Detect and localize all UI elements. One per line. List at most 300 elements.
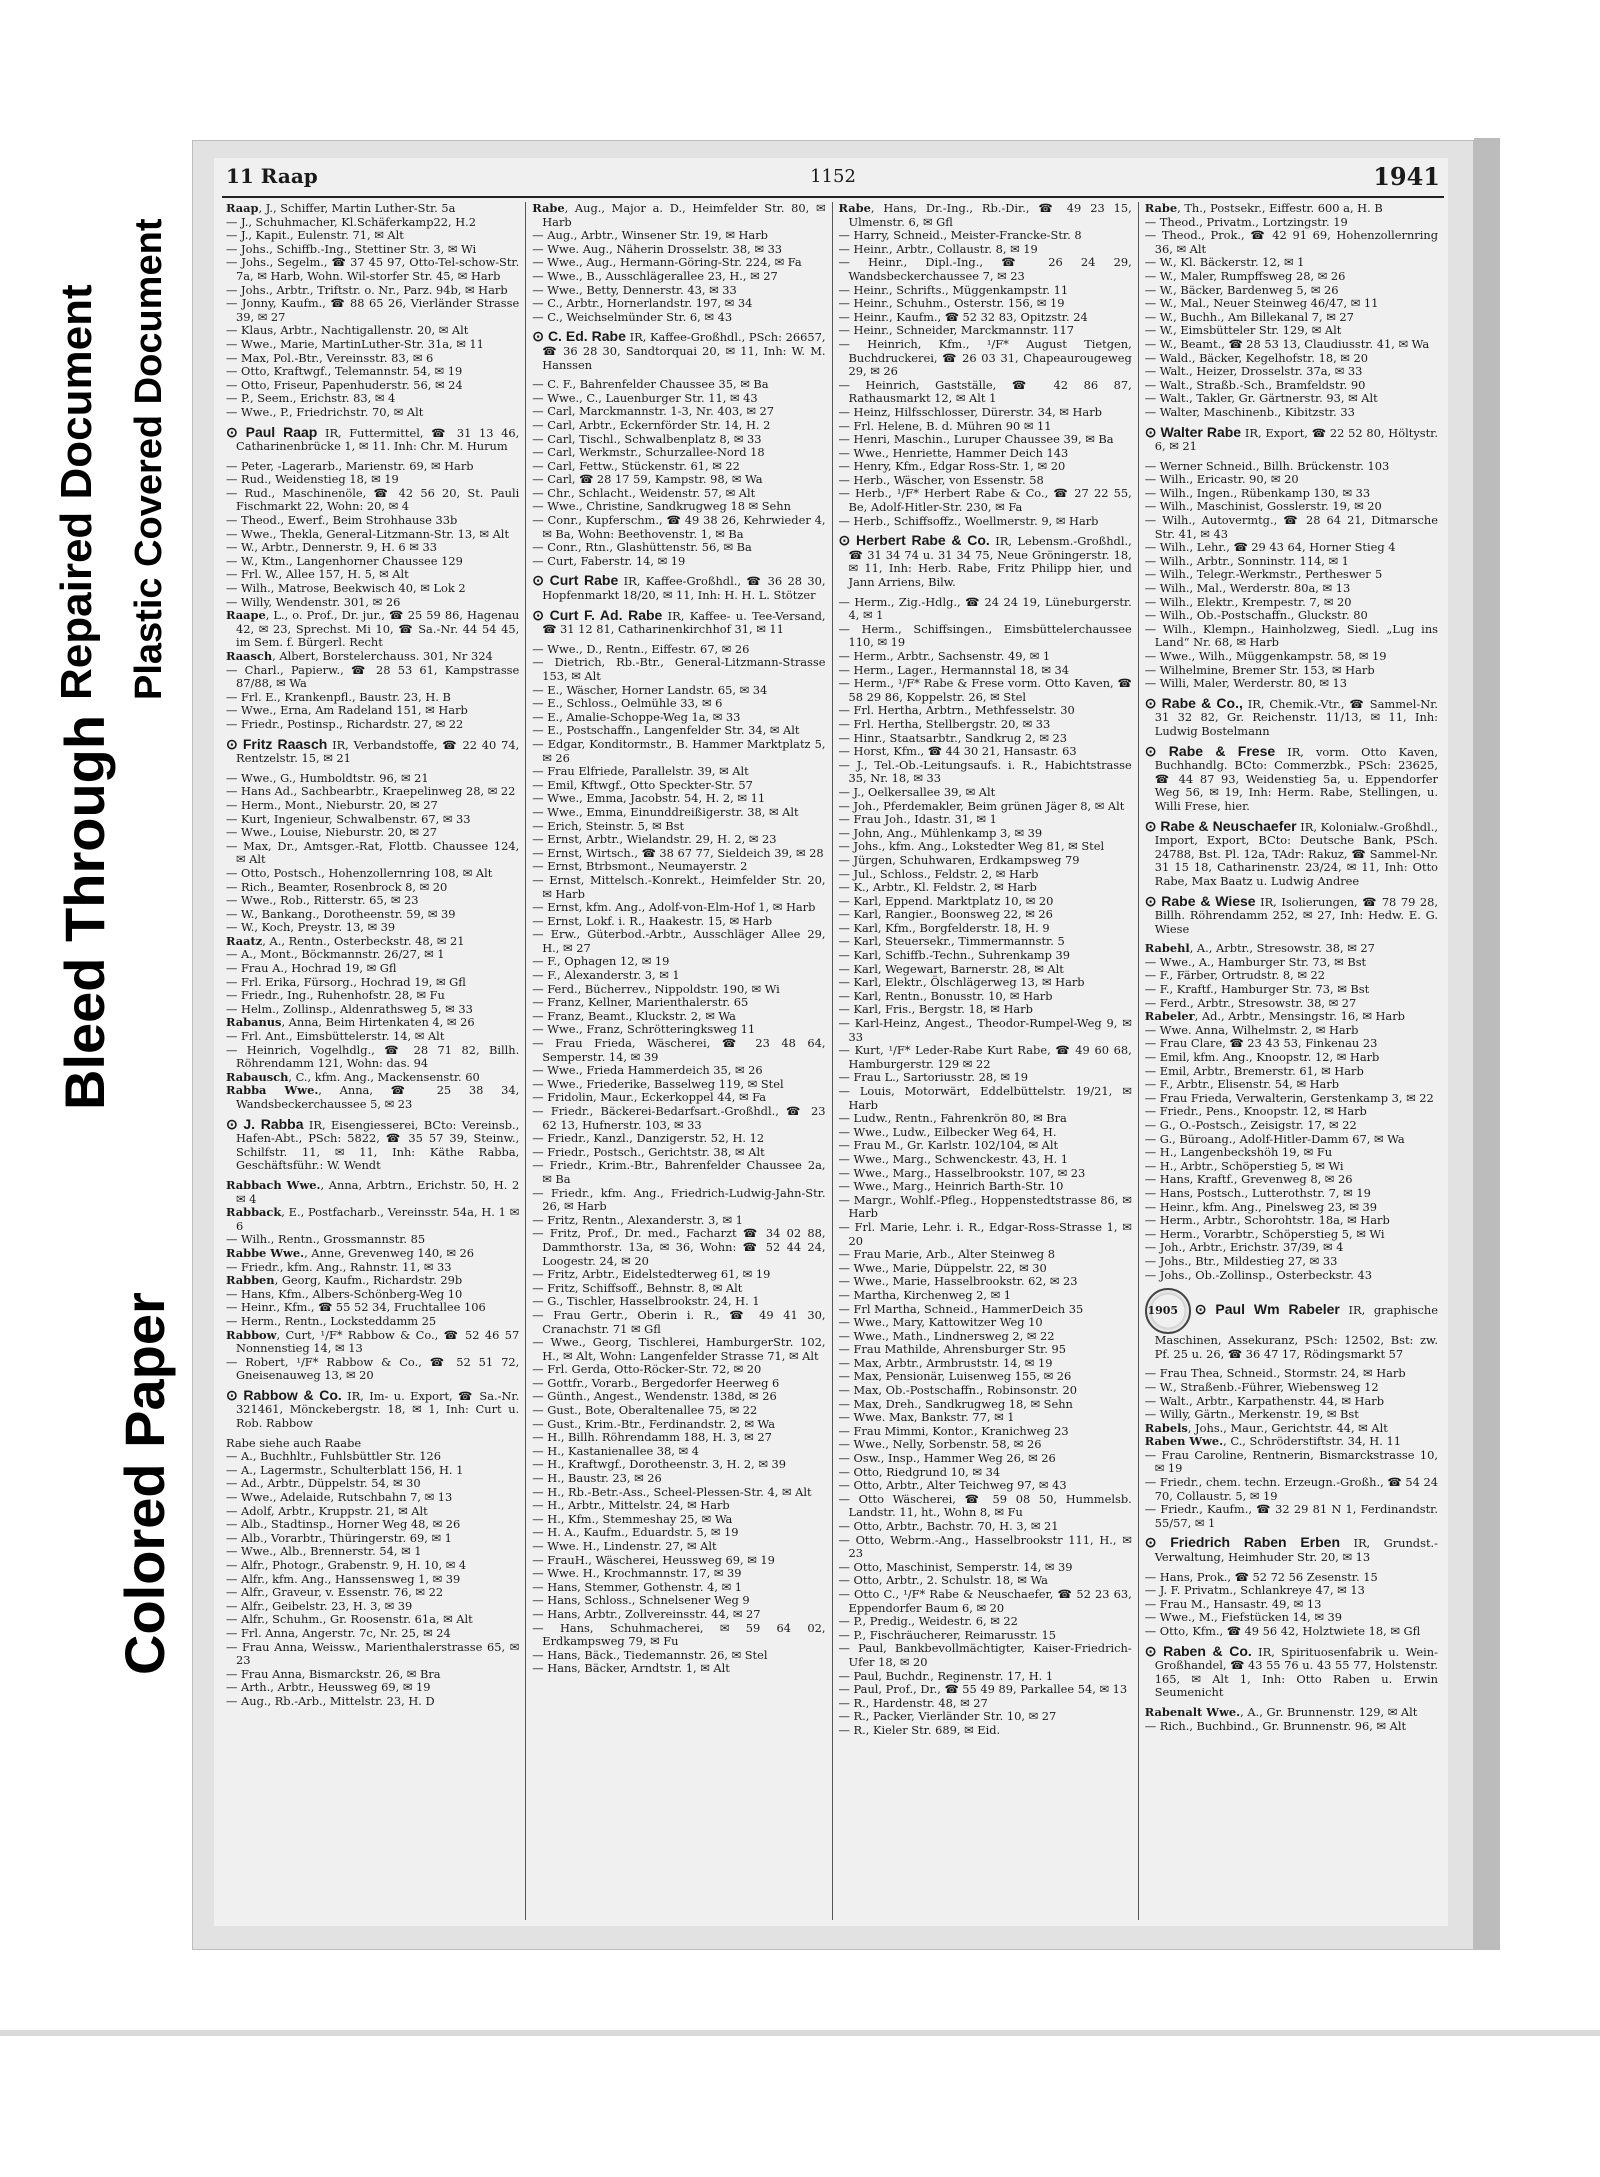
- directory-entry: — H., Baustr. 23, ✉ 26: [532, 1471, 662, 1486]
- directory-entry: — Peter, -Lagerarb., Marienstr. 69, ✉ Harb: [226, 458, 474, 473]
- directory-entry: — FrauH., Wäscherei, Heussweg 69, ✉ 19: [532, 1552, 775, 1567]
- directory-entry: — Alb., Vorarbtr., Thüringerstr. 69, ✉ 1: [226, 1530, 452, 1545]
- directory-entry: — Wwe., Mary, Kattowitzer Weg 10: [838, 1315, 1043, 1330]
- directory-entry: — Willy, Gärtn., Merkenstr. 19, ✉ Bst: [1144, 1407, 1359, 1422]
- directory-entry: — P., Fischräucherer, Reimarusstr. 15: [838, 1627, 1057, 1642]
- directory-entry: — H., Kastanienallee 38, ✉ 4: [532, 1443, 699, 1458]
- directory-entry: — F., Alexanderstr. 3, ✉ 1: [532, 968, 680, 983]
- directory-entry: — Hans, Bäck., Tiedemannstr. 26, ✉ Stel: [532, 1647, 768, 1662]
- directory-entry: — Otto Wäscherei, ☎ 59 08 50, Hummelsb. Landstr. 11, ht., Wohn 8, ✉ Fu: [838, 1491, 1132, 1520]
- directory-entry: Rabausch, C., kfm. Ang., Mackensenstr. 60: [226, 1069, 480, 1084]
- directory-entry: — Heinr., Schuhm., Osterstr. 156, ✉ 19: [838, 296, 1065, 311]
- directory-entry: — W., Straßenb.-Führer, Wiebensweg 12: [1144, 1379, 1379, 1394]
- directory-entry: — Rich., Buchbind., Gr. Brunnenstr. 96, ✉ Alt: [1144, 1718, 1407, 1733]
- scan-bottom-edge: [0, 2030, 1600, 2036]
- directory-entry: — Wwe., Marie, MartinLuther-Str. 31a, ✉ 11: [226, 336, 484, 351]
- directory-entry: — G., O.-Postsch., Zeisigstr. 17, ✉ 22: [1144, 1118, 1357, 1132]
- directory-entry: — Wwe., Henriette, Hammer Deich 143: [838, 445, 1069, 460]
- directory-entry: — Heinr., Schrifts., Müggenkampstr. 11: [838, 282, 1069, 297]
- directory-entry: — F., Arbtr., Elisenstr. 54, ✉ Harb: [1144, 1077, 1340, 1092]
- directory-entry: — Günth., Angest., Wendenstr. 138d, ✉ 26: [532, 1389, 777, 1404]
- directory-entry: — Franz, Beamt., Kluckstr. 2, ✉ Wa: [532, 1008, 736, 1023]
- directory-entry: — Robert, ¹/F* Rabbow & Co., ☎ 52 51 72, Gneisenauweg 13, ✉ 20: [226, 1354, 520, 1383]
- column-2: [526, 202, 832, 1920]
- directory-entry: — J., Kapit., Eulenstr. 71, ✉ Alt: [226, 228, 404, 243]
- directory-entry: — Carl, Fettw., Stückenstr. 61, ✉ 22: [532, 458, 740, 473]
- directory-entry: — Wwe., Frieda Hammerdeich 35, ✉ 26: [532, 1063, 763, 1078]
- directory-entry: — Heinr., Kaufm., ☎ 52 32 83, Opitzstr. 24: [838, 309, 1088, 324]
- firm-name: ⊙ Paul Raap: [226, 423, 318, 440]
- directory-entry: — Erich, Steinstr. 5, ✉ Bst: [532, 818, 685, 833]
- directory-entry: — Joh., Pferdemakler, Beim grünen Jäger 8, ✉ Alt: [838, 798, 1125, 813]
- page-number: 1152: [810, 166, 856, 187]
- directory-entry: — Herm., ¹/F* Rabe & Frese vorm. Otto Kaven, ☎ 58 29 86, Koppelstr. 26, ✉ Stel: [838, 676, 1132, 704]
- directory-entry: — Herb., ¹/F* Herbert Rabe & Co., ☎ 27 22 55, Be, Adolf-Hitler-Str. 230, ✉ Fa: [838, 486, 1132, 515]
- directory-entry: — Heinr., Schneider, Marckmannstr. 117: [838, 323, 1074, 338]
- surname: Raap: [226, 202, 259, 215]
- directory-entry: — Chr., Schlacht., Weidenstr. 57, ✉ Alt: [532, 485, 756, 500]
- directory-entry: — Wwe., Christine, Sandkrugweg 18 ✉ Sehn: [532, 499, 791, 514]
- directory-firm-entry: ⊙ Walter Rabe IR, Export, ☎ 22 52 80, Höltystr. 6, ✉ 21: [1144, 423, 1438, 454]
- directory-entry: — Wwe., Marg., Heinrich Barth-Str. 10: [838, 1179, 1064, 1194]
- directory-entry: — C., Weichselmünder Str. 6, ✉ 43: [532, 309, 733, 324]
- directory-entry: — Frau Mathilde, Ahrensburger Str. 95: [838, 1342, 1066, 1357]
- directory-entry: — Gust., Bote, Oberaltenallee 75, ✉ 22: [532, 1403, 758, 1418]
- directory-entry: — Wwe., Emma, Einunddreißigerstr. 38, ✉ Alt: [532, 804, 799, 819]
- surname: Rabbach Wwe.: [226, 1177, 321, 1192]
- directory-entry: — Adolf, Arbtr., Kruppstr. 21, ✉ Alt: [226, 1503, 428, 1518]
- directory-entry: — Carl, Arbtr., Eckernförder Str. 14, H. 2: [532, 417, 771, 432]
- firm-name: ⊙ Rabe & Neuschaefer: [1144, 817, 1297, 834]
- directory-entry: — Herm., Arbtr., Schorohtstr. 18a, ✉ Harb: [1144, 1213, 1390, 1228]
- directory-entry: — H., Kfm., Stemmeshay 25, ✉ Wa: [532, 1511, 733, 1526]
- directory-entry: — Hans, Kfm., Albers-Schönberg-Weg 10: [226, 1286, 463, 1301]
- directory-entry: — Klaus, Arbtr., Nachtigallenstr. 20, ✉ Alt: [226, 323, 469, 338]
- directory-entry: — Conr., Rtn., Glashüttenstr. 56, ✉ Ba: [532, 540, 752, 555]
- directory-entry: — Wwe., C., Lauenburger Str. 11, ✉ 43: [532, 390, 758, 405]
- directory-entry: Raape, L., o. Prof., Dr. jur., ☎ 25 59 86, Hagenau 42, ✉ 23, Sprechst. Mi 10, ☎ Sa.-Nr. 44 54 45, im Sem. f. Bürgerl. Recht: [226, 608, 520, 650]
- directory-entry: — E., Postschaffn., Langenfelder Str. 34, ✉ Alt: [532, 723, 800, 738]
- directory-entry: — Otto, Arbtr., 2. Schulstr. 18, ✉ Wa: [838, 1573, 1048, 1588]
- directory-entry: — Werner Schneid., Billh. Brückenstr. 103: [1144, 458, 1390, 473]
- directory-entry: — Karl-Heinz, Angest., Theodor-Rumpel-Weg 9, ✉ 33: [838, 1016, 1132, 1044]
- directory-entry: — Wilh., Autovermtg., ☎ 28 64 21, Ditmarsche Str. 41, ✉ 43: [1144, 513, 1438, 541]
- directory-entry: — Herm., Schiffsingen., Eimsbüttelerchaussee 110, ✉ 19: [838, 621, 1132, 650]
- label-repaired-document: Repaired Document: [52, 284, 101, 700]
- directory-entry: — Ernst, Wirtsch., ☎ 38 67 77, Sieldeich 39, ✉ 28: [532, 845, 824, 860]
- directory-entry: — Fritz, Rentn., Alexanderstr. 3, ✉ 1: [532, 1212, 743, 1227]
- directory-entry: — H. A., Kaufm., Eduardstr. 5, ✉ 19: [532, 1525, 739, 1540]
- directory-entry: — Edgar, Konditormstr., B. Hammer Marktplatz 5, ✉ 26: [532, 736, 826, 765]
- directory-entry: — F., Kraftf., Hamburger Str. 73, ✉ Bst: [1144, 982, 1370, 997]
- directory-entry: — Carl, Werkmstr., Schurzallee-Nord 18: [532, 445, 765, 460]
- directory-entry: — W., Kl. Bäckerstr. 12, ✉ 1: [1144, 255, 1305, 270]
- column-1: [220, 202, 526, 1920]
- label-bleed-through: Bleed Through: [53, 714, 116, 1110]
- surname: Raape: [226, 608, 266, 623]
- directory-entry: — Walter, Maschinenb., Kibitzstr. 33: [1144, 404, 1355, 419]
- directory-entry: — Herm., Lager., Hermannstal 18, ✉ 34: [838, 662, 1069, 677]
- directory-entry: Rabels, Johs., Maur., Gerichtstr. 44, ✉ Alt: [1144, 1420, 1388, 1435]
- directory-entry: — Wwe., Aug., Hermann-Göring-Str. 224, ✉ Fa: [532, 255, 802, 270]
- scan-edge-strip: [1474, 138, 1500, 1950]
- directory-entry: — Willi, Maler, Werderstr. 80, ✉ 13: [1144, 676, 1348, 691]
- directory-entry: — Wilh., Klempn., Hainholzweg, Siedl. „Lug ins Land“ Nr. 68, ✉ Harb: [1144, 621, 1438, 650]
- directory-entry: — Wwe. H., Lindenstr. 27, ✉ Alt: [532, 1539, 717, 1553]
- surname: Raben Wwe.: [1144, 1434, 1224, 1449]
- directory-entry: — W., Mal., Neuer Steinweg 46/47, ✉ 11: [1144, 296, 1379, 311]
- directory-entry: — Wwe. Max, Bankstr. 77, ✉ 1: [838, 1410, 1015, 1425]
- directory-entry: — Max, Arbtr., Armbruststr. 14, ✉ 19: [838, 1355, 1053, 1370]
- directory-entry: — Charl., Papierw., ☎ 28 53 61, Kampstrasse 87/88, ✉ Wa: [226, 662, 520, 691]
- directory-entry: Raben Wwe., C., Schröderstiftstr. 34, H. 11: [1144, 1434, 1401, 1449]
- directory-entry: — Frl. Helene, B. d. Mühren 90 ✉ 11: [838, 418, 1052, 433]
- directory-entry: — Otto, Webrm.-Ang., Hasselbrookstr 111, H., ✉ 23: [838, 1532, 1132, 1561]
- firm-name: ⊙ Rabbow & Co.: [226, 1386, 342, 1403]
- directory-entry: — G., Büroang., Adolf-Hitler-Damm 67, ✉ Wa: [1144, 1131, 1405, 1146]
- directory-entry: — Aug., Arbtr., Winsener Str. 19, ✉ Harb: [532, 228, 768, 243]
- directory-entry: — Ad., Arbtr., Düppelstr. 54, ✉ 30: [226, 1476, 421, 1491]
- directory-entry: — Max, Ob.-Postschaffn., Robinsonstr. 20: [838, 1383, 1077, 1398]
- directory-entry: — Karl, Schiffb.-Techn., Suhrenkamp 39: [838, 948, 1071, 963]
- directory-entry: — Otto, Kfm., ☎ 49 56 42, Holztwiete 18, ✉ Gfl: [1144, 1624, 1421, 1638]
- directory-entry: — Karl, Steuersekr., Timmermannstr. 5: [838, 934, 1065, 949]
- directory-entry: — Heinz, Hilfsschlosser, Dürerstr. 34, ✉ Harb: [838, 404, 1102, 419]
- directory-entry: — Friedr., Ing., Ruhenhofstr. 28, ✉ Fu: [226, 988, 445, 1003]
- directory-entry: — A., Mont., Böckmannstr. 26/27, ✉ 1: [226, 947, 445, 962]
- directory-entry: — Max, Dreh., Sandkrugweg 18, ✉ Sehn: [838, 1396, 1073, 1411]
- directory-entry: — Rich., Beamter, Rosenbrock 8, ✉ 20: [226, 879, 448, 894]
- directory-entry: — Carl, Tischl., Schwalbenplatz 8, ✉ 33: [532, 431, 762, 446]
- directory-entry: — Wwe., D., Rentn., Eiffestr. 67, ✉ 26: [532, 641, 750, 656]
- directory-entry: — Louis, Motorwärt, Eddelbüttelstr. 19/21, ✉ Harb: [838, 1084, 1132, 1112]
- directory-entry: — Wwe., Erna, Am Radeland 151, ✉ Harb: [226, 703, 468, 718]
- directory-firm-entry: ⊙ Paul Raap IR, Futtermittel, ☎ 31 13 46, Catharinenbrücke 1, ✉ 11. Inh: Chr. M. Hurum: [226, 423, 520, 454]
- directory-entry: — Wwe. Anna, Wilhelmstr. 2, ✉ Harb: [1144, 1022, 1359, 1037]
- directory-entry: — Wwe., Marg., Schwenckestr. 43, H. 1: [838, 1151, 1069, 1166]
- directory-entry: — R., Kieler Str. 689, ✉ Eid.: [838, 1722, 1001, 1737]
- directory-entry: — Max, Dr., Amtsger.-Rat, Flottb. Chaussee 124, ✉ Alt: [226, 838, 520, 867]
- firm-name: ⊙ Rabe & Frese: [1144, 742, 1276, 759]
- directory-entry: — W., Bäcker, Bardenweg 5, ✉ 26: [1144, 282, 1339, 297]
- directory-entry: — Dietrich, Rb.-Btr., General-Litzmann-Strasse 153, ✉ Alt: [532, 655, 826, 683]
- directory-entry: — Wwe., Wilh., Müggenkampstr. 58, ✉ 19: [1144, 649, 1387, 663]
- directory-entry: — Wilh., Lehr., ☎ 29 43 64, Horner Stieg 4: [1144, 540, 1396, 555]
- directory-entry: — Wilh., Ericastr. 90, ✉ 20: [1144, 472, 1299, 487]
- directory-entry: — Heinrich, Kfm., ¹/F* August Tietgen, Buchdruckerei, ☎ 26 03 31, Chapeaurougeweg 29, ✉ 26: [838, 336, 1132, 379]
- surname: Rabba Wwe.: [226, 1083, 319, 1098]
- directory-entry: — Otto, Kraftwgf., Telemannstr. 54, ✉ 19: [226, 364, 463, 379]
- directory-entry: — W., Beamt., ☎ 28 53 13, Claudiusstr. 41, ✉ Wa: [1144, 336, 1430, 351]
- directory-entry: — Wwe., A., Hamburger Str. 73, ✉ Bst: [1144, 954, 1367, 969]
- directory-entry: — Otto, Arbtr., Bachstr. 70, H. 3, ✉ 21: [838, 1519, 1059, 1533]
- directory-entry: — Alfr., Photogr., Grabenstr. 9, H. 10, ✉ 4: [226, 1558, 467, 1572]
- directory-entry: — Theod., Privatm., Lortzingstr. 19: [1144, 214, 1348, 229]
- directory-entry: — Alfr., Graveur, v. Essenstr. 76, ✉ 22: [226, 1585, 444, 1600]
- directory-entry: — Frl. W., Allee 157, H. 5, ✉ Alt: [226, 567, 409, 582]
- directory-entry: — Emil, Arbtr., Bremerstr. 61, ✉ Harb: [1144, 1063, 1364, 1078]
- directory-entry: Rabback, E., Postfacharb., Vereinsstr. 54a, H. 1 ✉ 6: [226, 1205, 520, 1233]
- directory-entry: Rabba Wwe., Anna, ☎ 25 38 34, Wandsbeckerchaussee 5, ✉ 23: [226, 1083, 520, 1111]
- directory-entry: — Karl, Rangier., Boonsweg 22, ✉ 26: [838, 907, 1053, 922]
- directory-entry: — Emil, Kftwgf., Otto Speckter-Str. 57: [532, 777, 753, 792]
- directory-entry: — Wwe., Alb., Brennerstr. 54, ✉ 1: [226, 1544, 422, 1559]
- directory-entry: — Friedr., kfm. Ang., Friedrich-Ludwig-Jahn-Str. 26, ✉ Harb: [532, 1185, 826, 1214]
- directory-entry: Rabe, Hans, Dr.-Ing., Rb.-Dir., ☎ 49 23 15, Ulmenstr. 6, ✉ Gfl: [838, 202, 1132, 229]
- directory-entry: — Alfr., Schuhm., Gr. Roosenstr. 61a, ✉ Alt: [226, 1612, 473, 1627]
- directory-entry: Rabanus, Anna, Beim Hirtenkaten 4, ✉ 26: [226, 1015, 475, 1030]
- directory-entry: — Gust., Krim.-Btr., Ferdinandstr. 2, ✉ Wa: [532, 1416, 776, 1431]
- directory-entry: Rabeler, Ad., Arbtr., Mensingstr. 16, ✉ Harb: [1144, 1009, 1405, 1024]
- directory-entry: — Heinr., Arbtr., Collaustr. 8, ✉ 19: [838, 241, 1038, 256]
- directory-entry: — R., Hardenstr. 48, ✉ 27: [838, 1695, 988, 1710]
- directory-entry: — Frl. E., Krankenpfl., Baustr. 23, H. B: [226, 689, 451, 704]
- firm-name: ⊙ Rabe & Co.,: [1144, 694, 1243, 711]
- directory-entry: — H., Langenbeckshöh 19, ✉ Fu: [1144, 1145, 1333, 1160]
- directory-entry: — Emil, kfm. Ang., Knoopstr. 12, ✉ Harb: [1144, 1050, 1380, 1065]
- directory-entry: — Herm., Mont., Nieburstr. 20, ✉ 27: [226, 797, 438, 812]
- directory-entry: — Curt, Faberstr. 14, ✉ 19: [532, 553, 686, 568]
- directory-entry: — Karl, Eppend. Marktplatz 10, ✉ 20: [838, 893, 1054, 908]
- directory-entry: — Henri, Maschin., Luruper Chaussee 39, ✉ Ba: [838, 432, 1114, 447]
- page-content: [214, 158, 1448, 1926]
- directory-entry: — Fritz, Schiffsoff., Behnstr. 8, ✉ Alt: [532, 1280, 743, 1295]
- directory-entry: — Otto, Postsch., Hohenzollernring 108, ✉ Alt: [226, 865, 493, 880]
- directory-entry: — Johs., Arbtr., Triftstr. o. Nr., Parz. 94b, ✉ Harb: [226, 282, 508, 297]
- directory-entry: — Henry, Kfm., Edgar Ross-Str. 1, ✉ 20: [838, 459, 1066, 474]
- directory-entry: Rabe siehe auch Raabe: [226, 1435, 362, 1450]
- directory-entry: — Wilh., Ob.-Postschaffn., Gluckstr. 80: [1144, 608, 1368, 623]
- firm-name: ⊙ Raben & Co.: [1144, 1642, 1252, 1659]
- directory-entry: — Wwe. Aug., Näherin Drosselstr. 38, ✉ 33: [532, 241, 783, 256]
- directory-entry: — H., Arbtr., Schöperstieg 5, ✉ Wi: [1144, 1158, 1344, 1173]
- directory-entry: — Frau Clare, ☎ 23 43 53, Finkenau 23: [1144, 1036, 1378, 1051]
- directory-entry: — Alfr., Geibelstr. 23, H. 3, ✉ 39: [226, 1598, 413, 1613]
- anniversary-stamp: 1905: [1145, 1288, 1191, 1334]
- surname: Rabehl: [1144, 941, 1190, 956]
- directory-entry: — Johs., Schiffb.-Ing., Stettiner Str. 3, ✉ Wi: [226, 241, 477, 256]
- directory-entry: — Wwe. H., Krochmannstr. 17, ✉ 39: [532, 1566, 742, 1581]
- directory-entry: — Wwe., Emma, Jacobstr. 54, H. 2, ✉ 11: [532, 791, 766, 806]
- column-4: [1139, 202, 1444, 1920]
- directory-entry: — Friedr., Kaufm., ☎ 32 29 81 N 1, Ferdinandstr. 55/57, ✉ 1: [1144, 1502, 1438, 1530]
- directory-entry: — John, Ang., Mühlenkamp 3, ✉ 39: [838, 825, 1043, 840]
- directory-entry: — J., Schuhmacher, Kl.Schäferkamp22, H.2: [226, 214, 477, 229]
- directory-firm-entry: 1905 ⊙ Paul Wm Rabeler IR, graphische Maschinen, Assekuranz, PSch: 12502, Bst: zw. Pf. 25 u. 26, ☎ 36 47 17, Rödingsmarkt 57: [1145, 1288, 1438, 1361]
- directory-entry: — Karl, Kfm., Borgfelderstr. 18, H. 9: [838, 920, 1050, 935]
- directory-entry: — Frau Marie, Arb., Alter Steinweg 8: [838, 1247, 1055, 1262]
- firm-name: ⊙ Walter Rabe: [1144, 423, 1242, 440]
- directory-entry: — Hans, Prok., ☎ 52 72 56 Zesenstr. 15: [1144, 1569, 1378, 1584]
- surname: Rabe: [532, 202, 565, 215]
- firm-name: ⊙ Rabe & Wiese: [1144, 892, 1256, 909]
- directory-entry: — W., Ktm., Langenhorner Chaussee 129: [226, 553, 463, 568]
- surname: Rabausch: [226, 1069, 289, 1084]
- directory-entry: — F., Ophagen 12, ✉ 19: [532, 954, 670, 969]
- directory-entry: — Hans, Schuhmacherei, ✉ 59 64 02, Erdkampsweg 79, ✉ Fu: [532, 1620, 826, 1649]
- directory-entry: — Heinr., Kfm., ☎ 55 52 34, Fruchtallee 106: [226, 1300, 486, 1315]
- directory-firm-entry: ⊙ Curt F. Ad. Rabe IR, Kaffee- u. Tee-Versand, ☎ 31 12 81, Catharinenkirchhof 31, ✉ 11: [532, 606, 826, 637]
- directory-entry: — H., Billh. Röhrendamm 188, H. 3, ✉ 27: [532, 1430, 772, 1445]
- directory-entry: — Wald., Bäcker, Kegelhofstr. 18, ✉ 20: [1144, 350, 1368, 365]
- directory-entry: — Hans, Arbtr., Zollvereinsstr. 44, ✉ 27: [532, 1606, 761, 1621]
- directory-entry: — Wwe., Thekla, General-Litzmann-Str. 13, ✉ Alt: [226, 526, 510, 541]
- directory-entry: — Wwe., Marie, Hasselbrookstr. 62, ✉ 23: [838, 1274, 1078, 1289]
- directory-entry: — Max, Pol.-Btr., Vereinsstr. 83, ✉ 6: [226, 350, 434, 365]
- directory-entry: — Wwe., Adelaide, Rutschbahn 7, ✉ 13: [226, 1490, 453, 1505]
- surname: Rabenalt Wwe.: [1144, 1704, 1241, 1719]
- directory-entry: — Hinr., Staatsarbtr., Sandkrug 2, ✉ 23: [838, 730, 1067, 745]
- directory-entry: — Wwe., G., Humboldtstr. 96, ✉ 21: [226, 770, 429, 785]
- directory-entry: — Friedr., Bäckerei-Bedarfsart.-Großhdl., ☎ 23 62 13, Hufnerstr. 103, ✉ 33: [532, 1104, 826, 1132]
- directory-entry: — C., Arbtr., Hornerlandstr. 197, ✉ 34: [532, 296, 753, 311]
- directory-entry: — Walt., Arbtr., Karpathenstr. 44, ✉ Harb: [1144, 1393, 1384, 1408]
- directory-entry: — Kurt, Ingenieur, Schwalbenstr. 67, ✉ 33: [226, 811, 471, 826]
- directory-entry: — Frau L., Sartoriusstr. 28, ✉ 19: [838, 1070, 1029, 1085]
- directory-entry: — Frau Anna, Bismarckstr. 26, ✉ Bra: [226, 1666, 441, 1681]
- directory-entry: — Gottfr., Vorarb., Bergedorfer Heerweg 6: [532, 1375, 780, 1390]
- directory-entry: — Karl, Elektr., Ölschlägerweg 13, ✉ Harb: [838, 975, 1085, 990]
- directory-entry: — Heinrich, Gastställe, ☎ 42 86 87, Rathausmarkt 12, ✉ Alt 1: [838, 377, 1132, 406]
- surname: Raatz: [226, 933, 263, 948]
- directory-entry: — Hans, Bäcker, Arndtstr. 1, ✉ Alt: [532, 1661, 730, 1676]
- directory-entry: — Herm., Zig.-Hdlg., ☎ 24 24 19, Lüneburgerstr. 4, ✉ 1: [838, 594, 1132, 623]
- directory-entry: — A., Buchhltr., Fuhlsbüttler Str. 126: [226, 1449, 441, 1464]
- directory-entry: — Friedr., Postinsp., Richardstr. 27, ✉ 22: [226, 716, 464, 731]
- directory-entry: — J., Oelkersallee 39, ✉ Alt: [838, 784, 996, 799]
- scanned-page: [192, 140, 1474, 1950]
- directory-entry: — Jul., Schloss., Feldstr. 2, ✉ Harb: [838, 866, 1039, 881]
- directory-columns: [220, 202, 1444, 1920]
- label-colored-paper: Colored Paper: [113, 1292, 176, 1675]
- directory-entry: — Wilh., Rentn., Grossmannstr. 85: [226, 1232, 426, 1247]
- directory-entry: — Herm., Arbtr., Sachsenstr. 49, ✉ 1: [838, 649, 1051, 663]
- directory-entry: — Frau Thea, Schneid., Stormstr. 24, ✉ Harb: [1144, 1366, 1406, 1381]
- directory-entry: — Herm., Vorarbtr., Schöperstieg 5, ✉ Wi: [1144, 1226, 1385, 1241]
- directory-entry: — Frau Joh., Idastr. 31, ✉ 1: [838, 812, 997, 827]
- directory-entry: — J., Tel.-Ob.-Leitungsaufs. i. R., Habichtstrasse 35, Nr. 18, ✉ 33: [838, 757, 1132, 786]
- directory-entry: — Otto, Riedgrund 10, ✉ 34: [838, 1464, 1001, 1479]
- directory-entry: — W., Buchh., Am Billekanal 7, ✉ 27: [1144, 309, 1354, 324]
- surname: Rabbe Wwe.: [226, 1245, 305, 1260]
- directory-entry: — Frau Anna, Weissw., Marienthalerstrasse 65, ✉ 23: [226, 1639, 520, 1668]
- directory-entry: — Wwe., Ludw., Eilbecker Weg 64, H.: [838, 1124, 1057, 1139]
- directory-entry: — Karl, Rentn., Bonusstr. 10, ✉ Harb: [838, 988, 1053, 1003]
- directory-entry: — Wilhelmine, Bremer Str. 153, ✉ Harb: [1144, 662, 1375, 677]
- surname: Rabanus: [226, 1015, 282, 1030]
- firm-name: ⊙ J. Rabba: [226, 1115, 304, 1132]
- directory-entry: — Herb., Schiffsoffz., Woellmerstr. 9, ✉ Harb: [838, 513, 1099, 528]
- directory-entry: — Ferd., Arbtr., Stresowstr. 38, ✉ 27: [1144, 995, 1357, 1010]
- directory-entry: — A., Lagermstr., Schulterblatt 156, H. 1: [226, 1462, 464, 1477]
- directory-entry: — Walt., Straßb.-Sch., Bramfeldstr. 90: [1144, 377, 1366, 392]
- directory-entry: — Frau Mimmi, Kontor., Kranichweg 23: [838, 1423, 1069, 1438]
- directory-entry: — J. F. Privatm., Schlankreye 47, ✉ 13: [1144, 1583, 1365, 1598]
- directory-entry: — Ludw., Rentn., Fahrenkrön 80, ✉ Bra: [838, 1111, 1067, 1126]
- directory-entry: Rabe, Th., Postsekr., Eiffestr. 600 a, H. B: [1144, 202, 1383, 215]
- label-plastic-covered-document: Plastic Covered Document: [128, 218, 170, 700]
- directory-entry: — Johs., Segelm., ☎ 37 45 97, Otto-Tel-schow-Str. 7a, ✉ Harb, Wohn. Wil-storfer Str. 45, ✉ Harb: [226, 255, 520, 283]
- directory-entry: — Friedr., Postsch., Gerichtstr. 38, ✉ Alt: [532, 1144, 765, 1159]
- directory-entry: — Wwe., Nelly, Sorbenstr. 58, ✉ 26: [838, 1437, 1042, 1452]
- directory-entry: — Wwe., Friederike, Basselweg 119, ✉ Stel: [532, 1076, 784, 1091]
- directory-entry: — Wilh., Telegr.-Werkmstr., Pertheswег 5: [1144, 567, 1383, 582]
- firm-name: ⊙ Fritz Raasch: [226, 735, 328, 752]
- directory-firm-entry: ⊙ Fritz Raasch IR, Verbandstoffe, ☎ 22 40 74, Rentzelstr. 15, ✉ 21: [226, 735, 520, 766]
- directory-entry: — Jonny, Kaufm., ☎ 88 65 26, Vierländer Strasse 39, ✉ 27: [226, 296, 520, 324]
- directory-firm-entry: ⊙ Friedrich Raben Erben IR, Grundst.-Verwaltung, Heimhuder Str. 20, ✉ 13: [1144, 1534, 1438, 1565]
- directory-entry: — E., Wäscher, Horner Landstr. 65, ✉ 34: [532, 682, 768, 697]
- directory-entry: — Rud., Maschinenöle, ☎ 42 56 20, St. Pauli Fischmarkt 22, Wohn: 20, ✉ 4: [226, 485, 520, 514]
- directory-entry: — Conr., Kupferschm., ☎ 49 38 26, Kehrwieder 4, ✉ Ba, Wohn: Beethovenstr. 1, ✉ Ba: [532, 513, 826, 541]
- directory-entry: — Arth., Arbtr., Heussweg 69, ✉ 19: [226, 1680, 431, 1695]
- directory-entry: — Carl, Marckmannstr. 1-3, Nr. 403, ✉ 27: [532, 404, 775, 419]
- directory-entry: — Wwe., B., Ausschlägerallee 23, H., ✉ 27: [532, 268, 778, 283]
- surname: Rabbow: [226, 1327, 277, 1342]
- directory-entry: — Otto, Maschinist, Semperstr. 14, ✉ 39: [838, 1559, 1073, 1574]
- directory-entry: — Walt., Takler, Gr. Gärtnerstr. 93, ✉ Alt: [1144, 391, 1378, 406]
- directory-entry: — Rud., Weidenstieg 18, ✉ 19: [226, 472, 399, 487]
- directory-entry: Rabbow, Curt, ¹/F* Rabbow & Co., ☎ 52 46 57 Nonnenstieg 14, ✉ 13: [226, 1327, 520, 1356]
- directory-firm-entry: ⊙ Rabe & Wiese IR, Isolierungen, ☎ 78 79 28, Billh. Röhrendamm 252, ✉ 27, Inh: Hedw. E. G. Wiese: [1144, 892, 1438, 936]
- directory-entry: — Walt., Heizer, Drosselstr. 37a, ✉ 33: [1144, 364, 1363, 379]
- directory-entry: — H., Kraftwgf., Dorotheenstr. 3, H. 2, ✉ 39: [532, 1457, 787, 1472]
- directory-entry: Raatz, A., Rentn., Osterbeckstr. 48, ✉ 21: [226, 933, 465, 948]
- directory-entry: — Wilh., Mal., Werderstr. 80a, ✉ 13: [1144, 581, 1351, 596]
- directory-entry: — Franz, Kellner, Marienthalerstr. 65: [532, 995, 749, 1010]
- directory-entry: — Fritz, Arbtr., Eidelstedterweg 61, ✉ 19: [532, 1267, 771, 1282]
- directory-entry: — Horst, Kfm., ☎ 44 30 21, Hansastr. 63: [838, 744, 1077, 759]
- directory-entry: — R., Packer, Vierländer Str. 10, ✉ 27: [838, 1709, 1057, 1724]
- directory-entry: Raasch, Albert, Borstelerchauss. 301, Nr 324: [226, 649, 493, 663]
- directory-entry: — E., Amalie-Schoppe-Weg 1a, ✉ 33: [532, 709, 741, 724]
- directory-entry: — Ernst, Lokf. i. R., Haakestr. 15, ✉ Harb: [532, 913, 773, 928]
- directory-firm-entry: ⊙ Rabe & Neuschaefer IR, Kolonialw.-Großhdl., Import, Export, BCto: Deutsche Bank, PSch. 24788, Bst. Pl. 12a, TAdr: Rakuz, ☎ Sammel-Nr. 31 15 18, Catharinenstr. 23/24, ✉ 11, Inh: Otto Rabe, Max Baatz u. Ludwig Andree: [1144, 817, 1438, 888]
- directory-entry: — Theod., Ewerf., Beim Strohhause 33b: [226, 513, 458, 528]
- directory-entry: — G., Tischler, Hasselbrookstr. 24, H. 1: [532, 1294, 760, 1309]
- directory-entry: — Frau M., Gr. Karlstr. 102/104, ✉ Alt: [838, 1138, 1059, 1153]
- directory-entry: — Aug., Rb.-Arb., Mittelstr. 23, H. D: [226, 1693, 435, 1708]
- directory-entry: Rabbe Wwe., Anne, Grevenweg 140, ✉ 26: [226, 1245, 475, 1260]
- directory-entry: — Ernst, Btrbsmont., Neumayerstr. 2: [532, 859, 748, 874]
- firm-name: ⊙ C. Ed. Rabe: [532, 328, 626, 345]
- directory-entry: — Harry, Schneid., Meister-Francke-Str. 8: [838, 228, 1082, 243]
- directory-entry: — Otto C., ¹/F* Rabe & Neuschaefer, ☎ 52 23 63, Eppendorfer Baum 6, ✉ 20: [838, 1586, 1132, 1615]
- directory-entry: — Kurt, ¹/F* Leder-Rabe Kurt Rabe, ☎ 49 60 68, Hamburgerstr. 129 ✉ 22: [838, 1043, 1132, 1071]
- directory-entry: — Wilh., Matrose, Beekwisch 40, ✉ Lok 2: [226, 581, 466, 596]
- directory-entry: — Frl Martha, Schneid., HammerDeich 35: [838, 1301, 1084, 1316]
- directory-entry: — Frl. Ant., Eimsbüttelerstr. 14, ✉ Alt: [226, 1029, 445, 1044]
- directory-entry: — H., Rb.-Betr.-Ass., Scheel-Plessen-Str. 4, ✉ Alt: [532, 1484, 812, 1499]
- directory-entry: — P., Predig., Weidestr. 6, ✉ 22: [838, 1614, 1018, 1629]
- directory-entry: — W., Koch, Preystr. 13, ✉ 39: [226, 920, 396, 935]
- directory-entry: — Frau M., Hansastr. 49, ✉ 13: [1144, 1596, 1322, 1611]
- directory-entry: — Karl, Fris., Bergstr. 18, ✉ Harb: [838, 1002, 1033, 1017]
- directory-entry: Rabben, Georg, Kaufm., Richardstr. 29b: [226, 1273, 463, 1288]
- directory-entry: — Erw., Güterbod.-Arbtr., Ausschläger Allee 29, H., ✉ 27: [532, 927, 826, 955]
- directory-entry: — Otto, Arbtr., Alter Teichweg 97, ✉ 43: [838, 1478, 1067, 1493]
- column-3: [833, 202, 1139, 1920]
- directory-entry: — Karl, Wegewart, Barnerstr. 28, ✉ Alt: [838, 961, 1064, 976]
- directory-entry: — Wilh., Maschinist, Gosslerstr. 19, ✉ 20: [1144, 499, 1382, 514]
- surname: Rabeler: [1144, 1009, 1195, 1024]
- directory-entry: — Helm., Zollinsp., Aldenrathsweg 5, ✉ 33: [226, 1001, 473, 1016]
- directory-entry: — Ernst, Arbtr., Wielandstr. 29, H. 2, ✉ 23: [532, 832, 777, 847]
- directory-entry: — Friedr., Pens., Knoopstr. 12, ✉ Harb: [1144, 1104, 1367, 1119]
- directory-entry: — Wwe., Betty, Dennerstr. 43, ✉ 33: [532, 282, 737, 297]
- directory-entry: — Wwe., Marie, Düppelstr. 22, ✉ 30: [838, 1260, 1047, 1275]
- directory-entry: — Wwe., Franz, Schrötteringksweg 11: [532, 1022, 756, 1037]
